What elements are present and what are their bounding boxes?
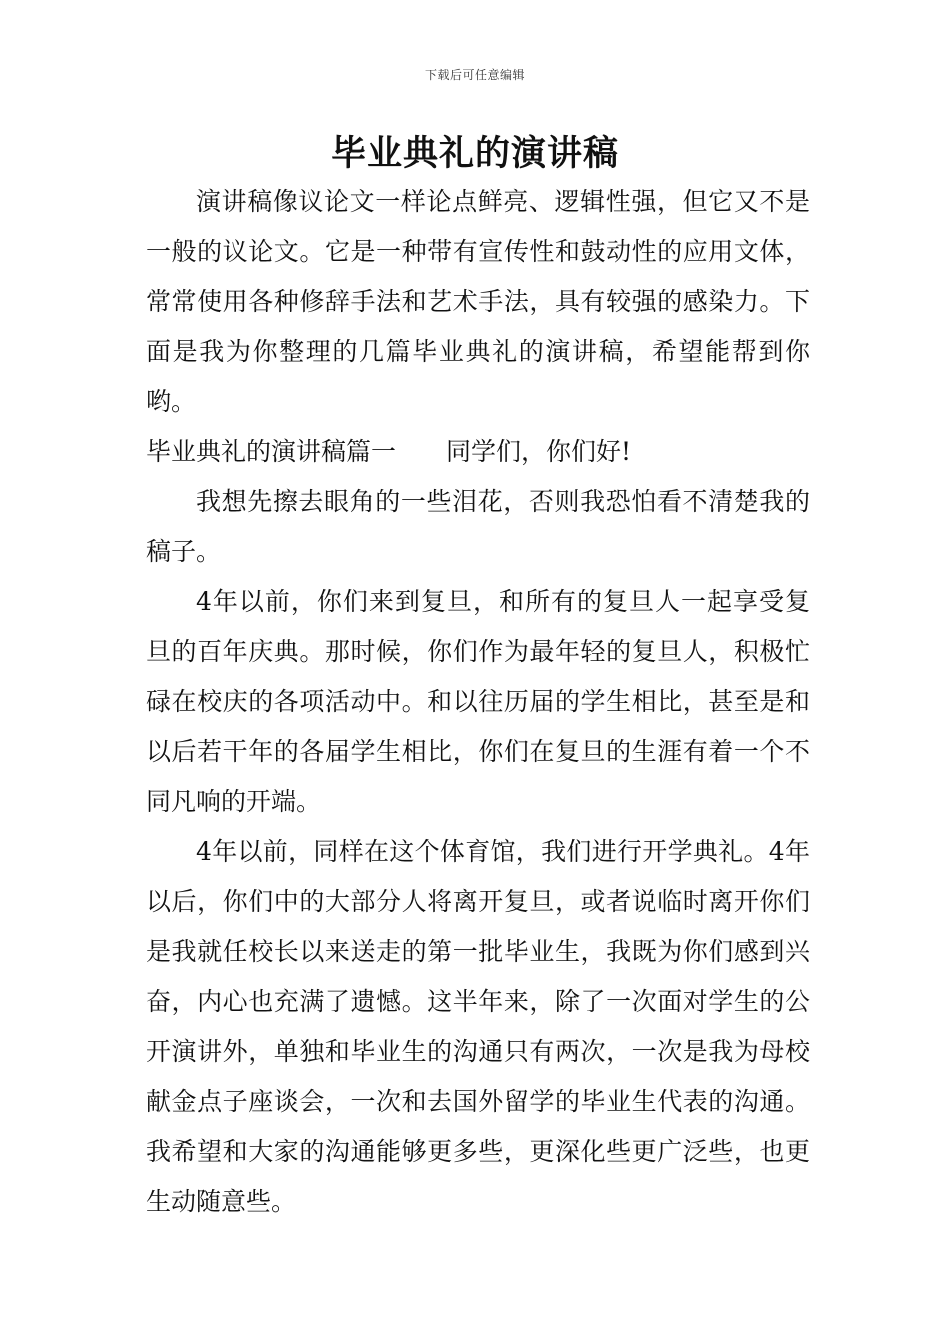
header-note: 下载后可任意编辑: [424, 68, 525, 82]
document-title: 毕业典礼的演讲稿: [330, 134, 619, 174]
body-paragraph: 4年以前，同样在这个体育馆，我们进行开学典礼。4年以后，你们中的大部分人将离开复旦，或者说临时离开你们是我就任校长以来送走的第一批毕业生，我既为你们感到兴奋，内心也充满了遗憾。这半年来，除了一次面对学生的公开演讲外，单独和毕业生的沟通只有两次，一次是我为母校献金点子座谈会，一次和去国外留学的毕业生代表的沟通。我希望和大家的沟通能够更多些，更深化些更广泛些，也更生动随意些。: [146, 837, 810, 1216]
intro-paragraph: 演讲稿像议论文一样论点鲜亮、逻辑性强，但它又不是一般的议论文。它是一种带有宣传性和鼓动性的应用文体，常常使用各种修辞手法和艺术手法，具有较强的感染力。下面是我为你整理的几篇毕业典礼的演讲稿，希望能帮到你哟。: [146, 187, 810, 416]
section-line: [146, 427, 810, 477]
document-body: [146, 177, 810, 1227]
body-paragraph: 我想先擦去眼角的一些泪花，否则我恐怕看不清楚我的稿子。: [146, 487, 810, 566]
body-paragraph: 4年以前，你们来到复旦，和所有的复旦人一起享受复旦的百年庆典。那时候，你们作为最年轻的复旦人，积极忙碌在校庆的各项活动中。和以往历届的学生相比，甚至是和以后若干年的各届学生相比，你们在复旦的生涯有着一个不同凡响的开端。: [146, 587, 810, 816]
section-heading: 毕业典礼的演讲稿篇一: [146, 437, 397, 466]
greeting: 同学们，你们好!: [446, 437, 632, 466]
